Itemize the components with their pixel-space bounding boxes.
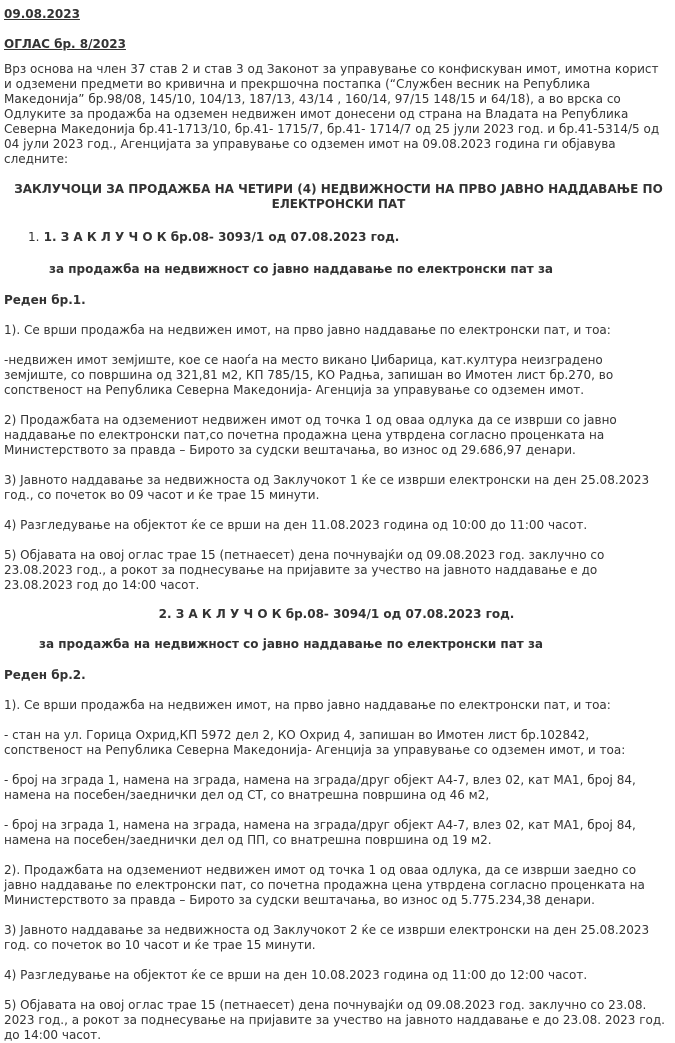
- section-2-ordinal: Реден бр.2.: [4, 668, 86, 682]
- section-2-paragraph: 5) Објавата на овој оглас трае 15 (петнаесет) дена почнувајќи од 09.08.2023 год. заклучно со 23.08. 2023 год., а рокот за поднесување на пријавите за учество на јавното наддавање е до 23.08. 2023 год. до 14:00 часот.: [4, 998, 665, 1042]
- section-1-paragraph: 5) Објавата на овој оглас трае 15 (петнаесет) дена почнувајќи од 09.08.2023 год. заклучно со 23.08.2023 год., а рокот за поднесување на пријавите за учество на јавното наддавање е до 23.08.2023 год до 14:00 часот.: [4, 548, 605, 592]
- announcement-date: 09.08.2023: [4, 7, 80, 21]
- section-1-paragraph: 2) Продажбата на одземениот недвижен имот од точка 1 од оваа одлука да се изврши со јавно наддавање по електронски пат,со почетна продажна цена утврдена согласно проценката на Министерството за правда – Бирото за судски вештачања, во износ од 29.686,97 денари.: [4, 413, 617, 457]
- main-title: ЗАКЛУЧОЦИ ЗА ПРОДАЖБА НА ЧЕТИРИ (4) НЕДВИЖНОСТИ НА ПРВО ЈАВНО НАДДАВАЊЕ ПО ЕЛЕКТРОНСКИ ПАТ: [14, 182, 663, 211]
- section-2-paragraph: 1). Се врши продажба на недвижен имот, на прво јавно наддавање по електронски пат, и тоа:: [4, 698, 611, 712]
- section-2-paragraph: - број на зграда 1, намена на зграда, намена на зграда/друг објект А4-7, влез 02, кат МА1, број 84, намена на посебен/заеднички дел од СТ, со внатрешна површина од 46 м2,: [4, 773, 636, 802]
- section-2-paragraph: - стан на ул. Горица Охрид,КП 5972 дел 2, КО Охрид 4, запишан во Имотен лист бр.102842, сопственост на Република Северна Македонија- Агенција за управување со одземен имот, и тоа:: [4, 728, 626, 757]
- section-1-list-number: 1.: [28, 230, 40, 244]
- section-1-paragraph: 1). Се врши продажба на недвижен имот, на прво јавно наддавање по електронски пат, и тоа:: [4, 323, 611, 337]
- section-1-heading: [4, 230, 669, 245]
- section-1-ordinal: Реден бр.1.: [4, 293, 86, 307]
- section-2-heading: 2. З А К Л У Ч О К бр.08- 3094/1 од 07.08.2023 год.: [158, 607, 515, 621]
- section-2-paragraph: 2). Продажбата на одземениот недвижен имот од точка 1 од оваа одлука, да се изврши заедно со јавно наддавање по електронски пат, со почетна продажна цена утврдена согласно проценката на Министерството за правда – Бирото за судски вештачања, во износ од 5.775.234,38 денари.: [4, 863, 645, 907]
- section-2: [4, 607, 669, 1043]
- section-1-paragraph: 3) Јавното наддавање за недвижноста од Заклучокот 1 ќе се изврши електронски на ден 25.08.2023 год., со почеток во 09 часот и ќе трае 15 минути.: [4, 473, 650, 502]
- section-1: [4, 230, 669, 593]
- section-2-paragraph: 4) Разгледување на објектот ќе се врши на ден 10.08.2023 година од 11:00 до 12:00 часот.: [4, 968, 588, 982]
- section-2-paragraph: - број на зграда 1, намена на зграда, намена на зграда/друг објект А4-7, влез 02, кат МА1, број 84, намена на посебен/заеднички дел од ПП, со внатрешна површина од 19 м2.: [4, 818, 636, 847]
- announcement-number: ОГЛАС бр. 8/2023: [4, 37, 126, 51]
- section-2-subtitle: за продажба на недвижност со јавно наддавање по електронски пат за: [39, 637, 544, 651]
- section-1-subtitle: за продажба на недвижност со јавно наддавање по електронски пат за: [49, 262, 554, 276]
- intro-paragraph: Врз основа на член 37 став 2 и став 3 од Законот за управување со конфискуван имот, имотна корист и одземени предмети во кривична и прекршочна постапка (“Службен весник на Република Македонија” бр.98/08, 145/10, 104/13, 187/13, 43/14 , 160/14, 97/15 148/15 и 64/18), а во врска со Одлуките за продажба на одземен недвижен имот донесени од страна на Владата на Република Северна Македонија бр.41-1713/10, бр.41- 1715/7, бр.41- 1714/7 од 25 јули 2023 год. и бр.41-5314/5 од 04 јули 2023 год., Агенцијата за управување со одземен имот на 09.08.2023 година ги објавува следните:: [4, 62, 660, 166]
- section-2-paragraph: 3) Јавното наддавање за недвижноста од Заклучокот 2 ќе се изврши електронски на ден 25.08.2023 год. со почеток во 10 часот и ќе трае 15 минути.: [4, 923, 650, 952]
- section-1-paragraph: 4) Разгледување на објектот ќе се врши на ден 11.08.2023 година од 10:00 до 11:00 часот.: [4, 518, 588, 532]
- section-1-title: 1. З А К Л У Ч О К бр.08- 3093/1 од 07.08.2023 год.: [43, 230, 400, 244]
- section-1-paragraph: -недвижен имот земјиште, кое се наоѓа на место викано Џибарица, кат.култура неизградено земјиште, со површина од 321,81 м2, КП 785/15, КО Радња, запишан во Имотен лист бр.270, во сопственост на Република Северна Македонија- Агенција за управување со одземен имот.: [4, 353, 614, 397]
